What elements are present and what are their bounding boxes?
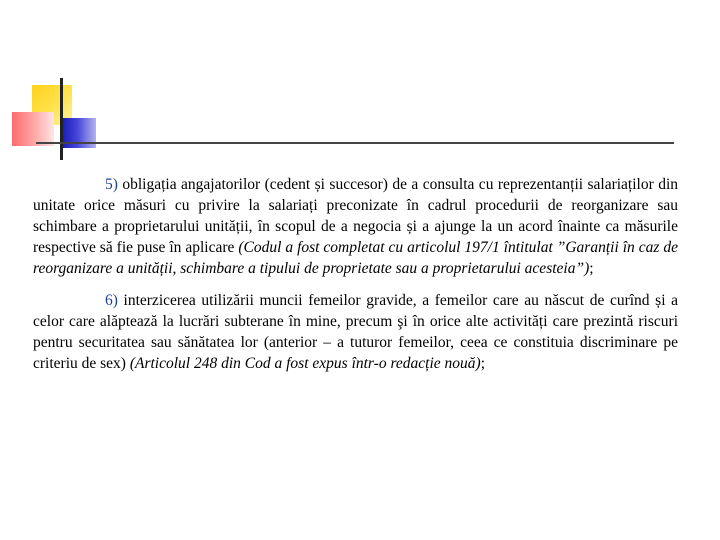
item-number: 5)	[105, 176, 118, 193]
slide-body	[33, 174, 678, 385]
decor-horizontal-line	[36, 142, 674, 144]
paragraph-end: ;	[480, 355, 485, 372]
amendment-note: (Codul a fost completat cu articolul 197/1 întitulat ”Garanții în caz de reorganizare a unității, schimbare a tipului de proprietate sau a proprietarului acesteia”)	[33, 239, 678, 277]
paragraph-6	[33, 290, 678, 374]
decor-vertical-line	[60, 78, 63, 160]
paragraph-end: ;	[589, 260, 594, 277]
decor-red-square	[12, 112, 54, 146]
amendment-note: (Articolul 248 din Cod a fost expus într-o redacție nouă)	[129, 355, 481, 372]
item-number: 6)	[105, 292, 118, 309]
paragraph-text: interzicerea utilizării muncii femeilor gravide, a femeilor care au născut de curînd și a celor care alăptează la lucrări subterane în mine, precum şi în orice alte activități care prezintă riscuri pentru securitatea sau sănătatea lor (anterior – a tuturor femeilor, ceea ce constituia discriminare pe criteriu de sex)	[33, 292, 678, 372]
paragraph-text: obligația angajatorilor (cedent și succesor) de a consulta cu reprezentanții salariaților din unitate orice măsuri cu privire la salariați preconizate în cadrul procedurii de reorganizare sau schimbare a proprietarului unității, în scopul de a negocia și a ajunge la un acord înainte ca măsurile respective să fie puse în aplicare	[33, 176, 678, 256]
paragraph-5	[33, 174, 678, 279]
